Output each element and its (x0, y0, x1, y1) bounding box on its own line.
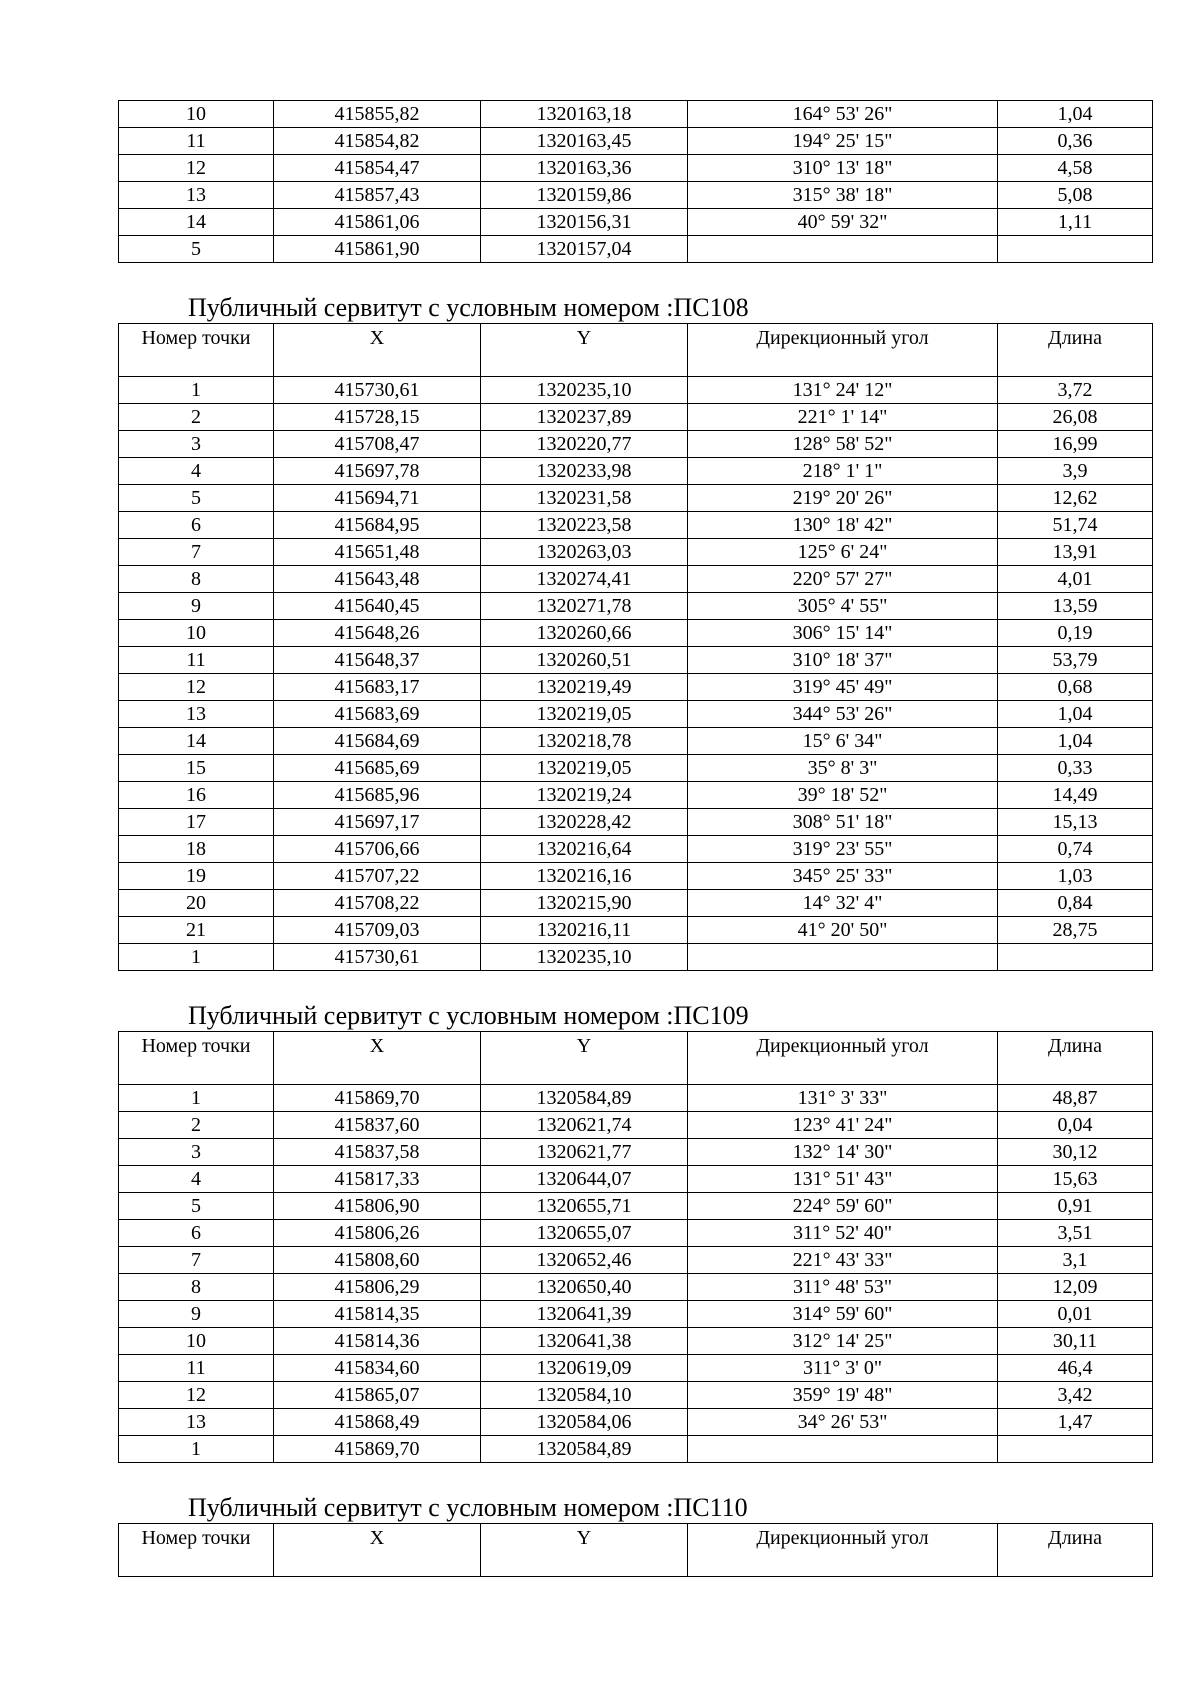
cell-length: 16,99 (998, 431, 1153, 458)
cell-direction-angle: 131° 51' 43" (688, 1166, 998, 1193)
cell-direction-angle: 305° 4' 55" (688, 593, 998, 620)
cell-length: 51,74 (998, 512, 1153, 539)
cell-point-number: 3 (119, 431, 274, 458)
cell-point-number: 18 (119, 836, 274, 863)
cell-x: 415730,61 (274, 377, 481, 404)
cell-direction-angle: 306° 15' 14" (688, 620, 998, 647)
table-row (119, 1139, 1153, 1166)
cell-length: 0,84 (998, 890, 1153, 917)
cell-length: 1,04 (998, 701, 1153, 728)
cell-point-number: 17 (119, 809, 274, 836)
table-row (119, 236, 1153, 263)
cell-x: 415709,03 (274, 917, 481, 944)
cell-direction-angle: 123° 41' 24" (688, 1112, 998, 1139)
cell-point-number: 13 (119, 701, 274, 728)
table-row (119, 539, 1153, 566)
table-row (119, 155, 1153, 182)
cell-y: 1320157,04 (481, 236, 688, 263)
cell-length: 1,11 (998, 209, 1153, 236)
header-y: Y (481, 1524, 688, 1577)
cell-direction-angle: 40° 59' 32" (688, 209, 998, 236)
cell-direction-angle: 344° 53' 26" (688, 701, 998, 728)
cell-x: 415640,45 (274, 593, 481, 620)
table-row (119, 1409, 1153, 1436)
cell-direction-angle (688, 944, 998, 971)
cell-point-number: 10 (119, 620, 274, 647)
cell-length: 0,19 (998, 620, 1153, 647)
cell-x: 415834,60 (274, 1355, 481, 1382)
cell-y: 1320219,05 (481, 755, 688, 782)
cell-length (998, 236, 1153, 263)
table-row (119, 485, 1153, 512)
cell-x: 415808,60 (274, 1247, 481, 1274)
cell-y: 1320219,05 (481, 701, 688, 728)
cell-x: 415697,17 (274, 809, 481, 836)
cell-length: 30,11 (998, 1328, 1153, 1355)
table-row (119, 101, 1153, 128)
cell-direction-angle: 39° 18' 52" (688, 782, 998, 809)
cell-x: 415806,29 (274, 1274, 481, 1301)
cell-x: 415683,69 (274, 701, 481, 728)
cell-x: 415648,26 (274, 620, 481, 647)
cell-direction-angle: 359° 19' 48" (688, 1382, 998, 1409)
cell-point-number: 4 (119, 458, 274, 485)
cell-point-number: 5 (119, 485, 274, 512)
cell-length (998, 944, 1153, 971)
table-row (119, 1166, 1153, 1193)
header-direction-angle: Дирекционный угол (688, 1032, 998, 1085)
cell-y: 1320219,49 (481, 674, 688, 701)
cell-direction-angle: 311° 48' 53" (688, 1274, 998, 1301)
cell-point-number: 12 (119, 674, 274, 701)
cell-point-number: 8 (119, 566, 274, 593)
cell-x: 415837,58 (274, 1139, 481, 1166)
cell-point-number: 2 (119, 404, 274, 431)
table-row (119, 566, 1153, 593)
header-point-number: Номер точки (119, 1524, 274, 1577)
cell-length: 0,33 (998, 755, 1153, 782)
cell-y: 1320228,42 (481, 809, 688, 836)
cell-point-number: 1 (119, 1436, 274, 1463)
cell-y: 1320621,77 (481, 1139, 688, 1166)
cell-y: 1320235,10 (481, 944, 688, 971)
cell-length: 12,09 (998, 1274, 1153, 1301)
cell-y: 1320641,39 (481, 1301, 688, 1328)
cell-y: 1320231,58 (481, 485, 688, 512)
header-x: X (274, 1524, 481, 1577)
cell-x: 415854,47 (274, 155, 481, 182)
cell-length: 46,4 (998, 1355, 1153, 1382)
cell-y: 1320260,66 (481, 620, 688, 647)
cell-length: 15,63 (998, 1166, 1153, 1193)
table-row (119, 209, 1153, 236)
cell-direction-angle: 130° 18' 42" (688, 512, 998, 539)
cell-direction-angle: 308° 51' 18" (688, 809, 998, 836)
cell-direction-angle: 314° 59' 60" (688, 1301, 998, 1328)
cell-point-number: 1 (119, 944, 274, 971)
cell-y: 1320619,09 (481, 1355, 688, 1382)
cell-y: 1320163,45 (481, 128, 688, 155)
cell-point-number: 5 (119, 236, 274, 263)
cell-x: 415854,82 (274, 128, 481, 155)
cell-direction-angle: 224° 59' 60" (688, 1193, 998, 1220)
cell-y: 1320584,10 (481, 1382, 688, 1409)
cell-y: 1320163,36 (481, 155, 688, 182)
cell-length: 3,72 (998, 377, 1153, 404)
table-row (119, 404, 1153, 431)
cell-y: 1320216,64 (481, 836, 688, 863)
cell-y: 1320650,40 (481, 1274, 688, 1301)
cell-point-number: 7 (119, 539, 274, 566)
cell-direction-angle: 311° 3' 0" (688, 1355, 998, 1382)
cell-direction-angle: 131° 24' 12" (688, 377, 998, 404)
cell-direction-angle: 35° 8' 3" (688, 755, 998, 782)
cell-x: 415806,26 (274, 1220, 481, 1247)
cell-direction-angle: 128° 58' 52" (688, 431, 998, 458)
table-row (119, 1112, 1153, 1139)
cell-length: 3,9 (998, 458, 1153, 485)
table-row (119, 1436, 1153, 1463)
cell-y: 1320260,51 (481, 647, 688, 674)
cell-length: 14,49 (998, 782, 1153, 809)
cell-point-number: 14 (119, 728, 274, 755)
header-x: X (274, 324, 481, 377)
header-point-number: Номер точки (119, 1032, 274, 1085)
cell-direction-angle: 311° 52' 40" (688, 1220, 998, 1247)
cell-length: 1,03 (998, 863, 1153, 890)
header-direction-angle: Дирекционный угол (688, 324, 998, 377)
table-ps109-body (119, 1085, 1153, 1463)
table-row (119, 182, 1153, 209)
cell-point-number: 6 (119, 1220, 274, 1247)
section-title-ps109: Публичный сервитут с условным номером :ПС109 (188, 1001, 749, 1030)
document-page (118, 100, 1152, 1577)
continuation-table (118, 100, 1153, 263)
table-row (119, 890, 1153, 917)
cell-direction-angle: 345° 25' 33" (688, 863, 998, 890)
cell-x: 415706,66 (274, 836, 481, 863)
cell-point-number: 19 (119, 863, 274, 890)
cell-point-number: 9 (119, 593, 274, 620)
cell-x: 415684,95 (274, 512, 481, 539)
cell-point-number: 5 (119, 1193, 274, 1220)
cell-direction-angle: 319° 45' 49" (688, 674, 998, 701)
cell-length: 13,59 (998, 593, 1153, 620)
cell-direction-angle: 194° 25' 15" (688, 128, 998, 155)
cell-direction-angle: 218° 1' 1" (688, 458, 998, 485)
header-row (119, 1032, 1153, 1085)
table-row (119, 836, 1153, 863)
table-row (119, 1328, 1153, 1355)
cell-x: 415730,61 (274, 944, 481, 971)
cell-point-number: 1 (119, 1085, 274, 1112)
cell-direction-angle: 125° 6' 24" (688, 539, 998, 566)
cell-length: 48,87 (998, 1085, 1153, 1112)
cell-direction-angle: 14° 32' 4" (688, 890, 998, 917)
cell-direction-angle: 164° 53' 26" (688, 101, 998, 128)
table-ps110 (118, 1523, 1153, 1577)
table-row (119, 1247, 1153, 1274)
cell-length: 0,01 (998, 1301, 1153, 1328)
cell-point-number: 13 (119, 1409, 274, 1436)
cell-y: 1320655,07 (481, 1220, 688, 1247)
cell-length: 26,08 (998, 404, 1153, 431)
cell-point-number: 14 (119, 209, 274, 236)
cell-length: 3,51 (998, 1220, 1153, 1247)
table-row (119, 647, 1153, 674)
table-row (119, 1085, 1153, 1112)
cell-point-number: 16 (119, 782, 274, 809)
cell-x: 415728,15 (274, 404, 481, 431)
table-row (119, 701, 1153, 728)
cell-direction-angle: 319° 23' 55" (688, 836, 998, 863)
cell-length: 3,1 (998, 1247, 1153, 1274)
table-row (119, 728, 1153, 755)
cell-y: 1320156,31 (481, 209, 688, 236)
table-ps109 (118, 1031, 1153, 1463)
cell-point-number: 11 (119, 1355, 274, 1382)
cell-direction-angle (688, 236, 998, 263)
table-ps108-body (119, 377, 1153, 971)
cell-length: 13,91 (998, 539, 1153, 566)
section-title-ps108: Публичный сервитут с условным номером :ПС108 (188, 293, 749, 322)
header-row (119, 324, 1153, 377)
cell-point-number: 9 (119, 1301, 274, 1328)
cell-point-number: 15 (119, 755, 274, 782)
cell-length: 4,58 (998, 155, 1153, 182)
cell-length: 0,91 (998, 1193, 1153, 1220)
cell-length: 5,08 (998, 182, 1153, 209)
cell-length: 3,42 (998, 1382, 1153, 1409)
header-y: Y (481, 1032, 688, 1085)
cell-direction-angle: 219° 20' 26" (688, 485, 998, 512)
cell-y: 1320223,58 (481, 512, 688, 539)
cell-x: 415857,43 (274, 182, 481, 209)
cell-y: 1320218,78 (481, 728, 688, 755)
cell-direction-angle: 131° 3' 33" (688, 1085, 998, 1112)
table-row (119, 809, 1153, 836)
cell-y: 1320219,24 (481, 782, 688, 809)
cell-x: 415685,96 (274, 782, 481, 809)
cell-direction-angle: 315° 38' 18" (688, 182, 998, 209)
cell-x: 415651,48 (274, 539, 481, 566)
table-row (119, 1193, 1153, 1220)
table-row (119, 128, 1153, 155)
table-row (119, 431, 1153, 458)
cell-direction-angle: 132° 14' 30" (688, 1139, 998, 1166)
cell-x: 415861,06 (274, 209, 481, 236)
cell-direction-angle: 310° 18' 37" (688, 647, 998, 674)
cell-length: 4,01 (998, 566, 1153, 593)
continuation-table-body (119, 101, 1153, 263)
cell-y: 1320233,98 (481, 458, 688, 485)
section-title-ps110: Публичный сервитут с условным номером :ПС110 (188, 1493, 748, 1522)
table-row (119, 863, 1153, 890)
table-row (119, 1301, 1153, 1328)
cell-x: 415708,47 (274, 431, 481, 458)
cell-length: 12,62 (998, 485, 1153, 512)
cell-x: 415869,70 (274, 1436, 481, 1463)
cell-point-number: 13 (119, 182, 274, 209)
cell-point-number: 20 (119, 890, 274, 917)
table-row (119, 458, 1153, 485)
cell-x: 415643,48 (274, 566, 481, 593)
cell-x: 415683,17 (274, 674, 481, 701)
header-direction-angle: Дирекционный угол (688, 1524, 998, 1577)
cell-length: 0,36 (998, 128, 1153, 155)
cell-x: 415855,82 (274, 101, 481, 128)
cell-point-number: 3 (119, 1139, 274, 1166)
header-length: Длина (998, 1524, 1153, 1577)
cell-y: 1320271,78 (481, 593, 688, 620)
cell-point-number: 11 (119, 128, 274, 155)
cell-x: 415708,22 (274, 890, 481, 917)
cell-y: 1320641,38 (481, 1328, 688, 1355)
cell-direction-angle: 34° 26' 53" (688, 1409, 998, 1436)
cell-x: 415869,70 (274, 1085, 481, 1112)
table-row (119, 1382, 1153, 1409)
table-row (119, 755, 1153, 782)
header-point-number: Номер точки (119, 324, 274, 377)
cell-x: 415868,49 (274, 1409, 481, 1436)
cell-y: 1320584,89 (481, 1085, 688, 1112)
cell-x: 415697,78 (274, 458, 481, 485)
cell-direction-angle (688, 1436, 998, 1463)
cell-point-number: 8 (119, 1274, 274, 1301)
cell-x: 415837,60 (274, 1112, 481, 1139)
cell-point-number: 2 (119, 1112, 274, 1139)
table-row (119, 674, 1153, 701)
table-row (119, 782, 1153, 809)
cell-y: 1320644,07 (481, 1166, 688, 1193)
cell-y: 1320220,77 (481, 431, 688, 458)
cell-y: 1320216,16 (481, 863, 688, 890)
cell-y: 1320159,86 (481, 182, 688, 209)
cell-length: 0,04 (998, 1112, 1153, 1139)
cell-x: 415861,90 (274, 236, 481, 263)
cell-y: 1320274,41 (481, 566, 688, 593)
cell-length: 28,75 (998, 917, 1153, 944)
cell-direction-angle: 312° 14' 25" (688, 1328, 998, 1355)
cell-direction-angle: 15° 6' 34" (688, 728, 998, 755)
cell-y: 1320215,90 (481, 890, 688, 917)
cell-x: 415806,90 (274, 1193, 481, 1220)
cell-y: 1320163,18 (481, 101, 688, 128)
cell-y: 1320235,10 (481, 377, 688, 404)
cell-length: 53,79 (998, 647, 1153, 674)
cell-x: 415685,69 (274, 755, 481, 782)
cell-y: 1320216,11 (481, 917, 688, 944)
cell-y: 1320584,89 (481, 1436, 688, 1463)
cell-direction-angle: 310° 13' 18" (688, 155, 998, 182)
cell-length: 0,74 (998, 836, 1153, 863)
cell-point-number: 7 (119, 1247, 274, 1274)
table-row (119, 1220, 1153, 1247)
cell-direction-angle: 221° 43' 33" (688, 1247, 998, 1274)
cell-point-number: 1 (119, 377, 274, 404)
table-row (119, 917, 1153, 944)
cell-length (998, 1436, 1153, 1463)
table-row (119, 593, 1153, 620)
cell-x: 415648,37 (274, 647, 481, 674)
cell-point-number: 10 (119, 101, 274, 128)
header-row (119, 1524, 1153, 1577)
cell-point-number: 21 (119, 917, 274, 944)
cell-length: 0,68 (998, 674, 1153, 701)
table-row (119, 620, 1153, 647)
cell-point-number: 12 (119, 1382, 274, 1409)
cell-x: 415814,35 (274, 1301, 481, 1328)
cell-y: 1320621,74 (481, 1112, 688, 1139)
cell-length: 1,47 (998, 1409, 1153, 1436)
header-length: Длина (998, 1032, 1153, 1085)
cell-length: 1,04 (998, 728, 1153, 755)
cell-length: 15,13 (998, 809, 1153, 836)
cell-x: 415814,36 (274, 1328, 481, 1355)
cell-x: 415694,71 (274, 485, 481, 512)
table-row (119, 944, 1153, 971)
cell-point-number: 12 (119, 155, 274, 182)
cell-length: 30,12 (998, 1139, 1153, 1166)
cell-point-number: 6 (119, 512, 274, 539)
cell-x: 415817,33 (274, 1166, 481, 1193)
cell-direction-angle: 221° 1' 14" (688, 404, 998, 431)
cell-x: 415707,22 (274, 863, 481, 890)
cell-length: 1,04 (998, 101, 1153, 128)
cell-x: 415684,69 (274, 728, 481, 755)
cell-y: 1320584,06 (481, 1409, 688, 1436)
cell-point-number: 10 (119, 1328, 274, 1355)
table-row (119, 1355, 1153, 1382)
cell-point-number: 4 (119, 1166, 274, 1193)
header-length: Длина (998, 324, 1153, 377)
header-x: X (274, 1032, 481, 1085)
cell-y: 1320263,03 (481, 539, 688, 566)
table-row (119, 512, 1153, 539)
cell-y: 1320237,89 (481, 404, 688, 431)
table-row (119, 377, 1153, 404)
table-ps108 (118, 323, 1153, 971)
table-row (119, 1274, 1153, 1301)
cell-y: 1320655,71 (481, 1193, 688, 1220)
cell-y: 1320652,46 (481, 1247, 688, 1274)
cell-direction-angle: 220° 57' 27" (688, 566, 998, 593)
cell-point-number: 11 (119, 647, 274, 674)
cell-direction-angle: 41° 20' 50" (688, 917, 998, 944)
header-y: Y (481, 324, 688, 377)
cell-x: 415865,07 (274, 1382, 481, 1409)
